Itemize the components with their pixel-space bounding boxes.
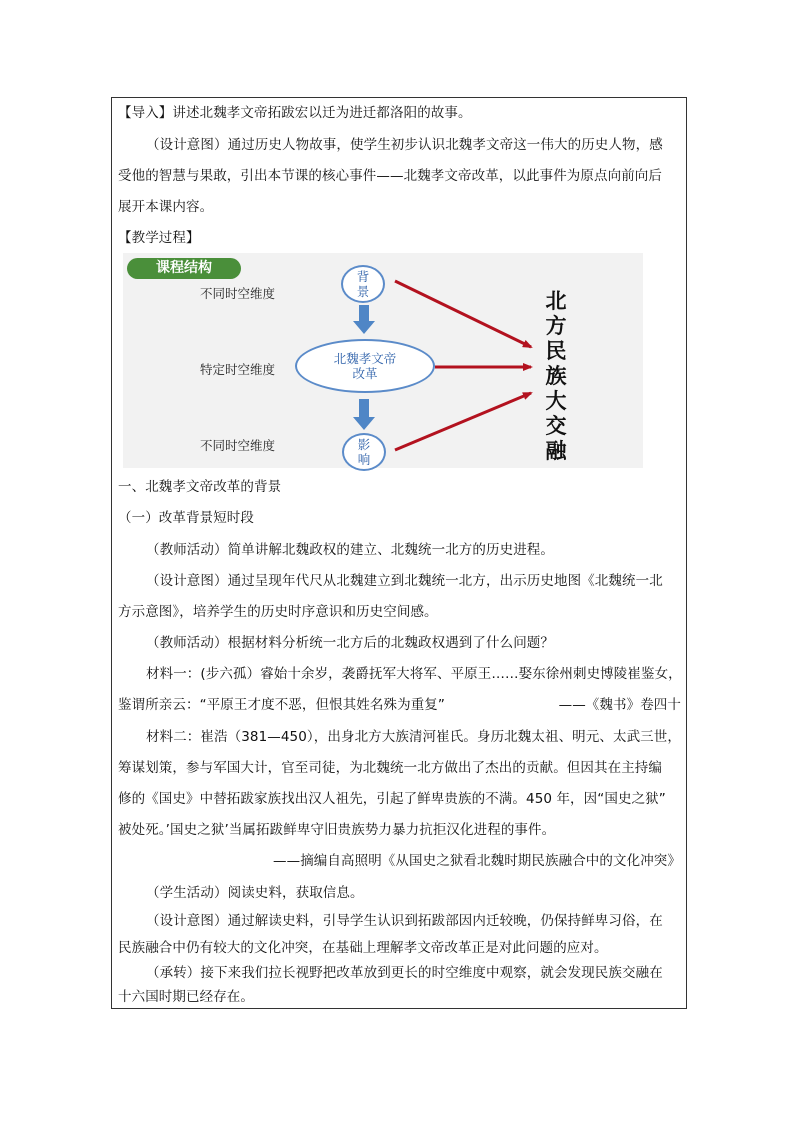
- result-char: 族: [545, 364, 567, 388]
- design-intent-line: 展开本课内容。: [118, 199, 214, 215]
- paragraph-line: （承转）接下来我们拉长视野把改革放到更长的时空维度中观察，就会发现民族交融在: [146, 965, 663, 981]
- node-influence-text: 影: [357, 437, 371, 452]
- subsection-heading: （一）改革背景短时段: [118, 510, 254, 526]
- down-arrow-icon: [353, 399, 375, 430]
- section-heading: 一、北魏孝文帝改革的背景: [118, 479, 282, 495]
- node-reform-text: 北魏孝文帝: [333, 351, 397, 366]
- down-arrow-icon: [353, 305, 375, 334]
- paragraph-line: （教师活动）简单讲解北魏政权的建立、北魏统一北方的历史进程。: [146, 542, 554, 558]
- course-structure-diagram: [123, 253, 643, 468]
- result-label: [541, 289, 571, 464]
- paragraph-line: 十六国时期已经存在。: [118, 989, 254, 1005]
- material-source: ——《魏书》卷四十: [558, 697, 681, 713]
- dimension-label-top: 不同时空维度: [200, 286, 276, 301]
- design-intent-line: （设计意图）通过历史人物故事，使学生初步认识北魏孝文帝这一伟大的历史人物，感: [146, 137, 663, 153]
- node-background-text: 背: [356, 269, 370, 284]
- material-line: 鉴谓所亲云：“平原王才度不恶，但恨其姓名殊为重复”: [118, 697, 445, 713]
- node-reform-text: 改革: [352, 366, 378, 381]
- node-influence: [342, 433, 386, 471]
- process-heading: 【教学过程】: [118, 230, 200, 246]
- paragraph-line: 民族融合中仍有较大的文化冲突，在基础上理解孝文帝改革正是对此问题的应对。: [118, 940, 608, 956]
- arrow-background-to-result: [395, 281, 531, 347]
- arrow-influence-to-result: [395, 393, 531, 450]
- design-intent-line: 受他的智慧与果敢，引出本节课的核心事件——北魏孝文帝改革，以此事件为原点向前向后: [118, 168, 662, 184]
- paragraph-line: （教师活动）根据材料分析统一北方后的北魏政权遇到了什么问题？: [146, 635, 554, 651]
- result-char: 交: [545, 414, 567, 438]
- node-background: [341, 265, 385, 303]
- intro-line: 【导入】讲述北魏孝文帝拓跋宏以迁为进迁都洛阳的故事。: [118, 105, 472, 121]
- result-char: 北: [545, 289, 567, 313]
- result-char: 方: [545, 314, 567, 338]
- dimension-label-middle: 特定时空维度: [200, 362, 276, 377]
- paragraph-line: （设计意图）通过解读史料，引导学生认识到拓跋部因内迁较晚，仍保持鲜卑习俗，在: [146, 913, 663, 929]
- result-char: 民: [545, 339, 567, 363]
- node-reform: [295, 339, 435, 393]
- dimension-label-bottom: 不同时空维度: [200, 438, 276, 453]
- material-line: 被处死。’国史之狱’当属拓跋鲜卑守旧贵族势力暴力抗拒汉化进程的事件。: [118, 822, 556, 838]
- node-influence-text: 响: [357, 452, 371, 467]
- result-char: 融: [545, 439, 567, 463]
- course-structure-badge: 课程结构: [127, 258, 241, 279]
- result-char: 大: [545, 389, 567, 413]
- material-source: ——摘编自高照明《从国史之狱看北魏时期民族融合中的文化冲突》: [273, 853, 681, 869]
- paragraph-line: （设计意图）通过呈现年代尺从北魏建立到北魏统一北方，出示历史地图《北魏统一北: [146, 573, 663, 589]
- material-line: 材料一：(步六孤）睿始十余岁，袭爵抚军大将军、平原王……娶东徐州刺史博陵崔鉴女，: [146, 666, 682, 682]
- material-line: 修的《国史》中替拓跋家族找出汉人祖先，引起了鲜卑贵族的不满。450 年，因“国史之狱”: [118, 791, 666, 807]
- node-background-text: 景: [356, 284, 370, 299]
- material-line: 筹谋划策，参与军国大计，官至司徒，为北魏统一北方做出了杰出的贡献。但因其在主持编: [118, 760, 662, 776]
- paragraph-line: 方示意图》，培养学生的历史时序意识和历史空间感。: [118, 604, 438, 620]
- paragraph-line: （学生活动）阅读史料，获取信息。: [146, 885, 364, 901]
- material-line: 材料二：崔浩（381—450），出身北方大族清河崔氏。身历北魏太祖、明元、太武三世，: [146, 729, 681, 745]
